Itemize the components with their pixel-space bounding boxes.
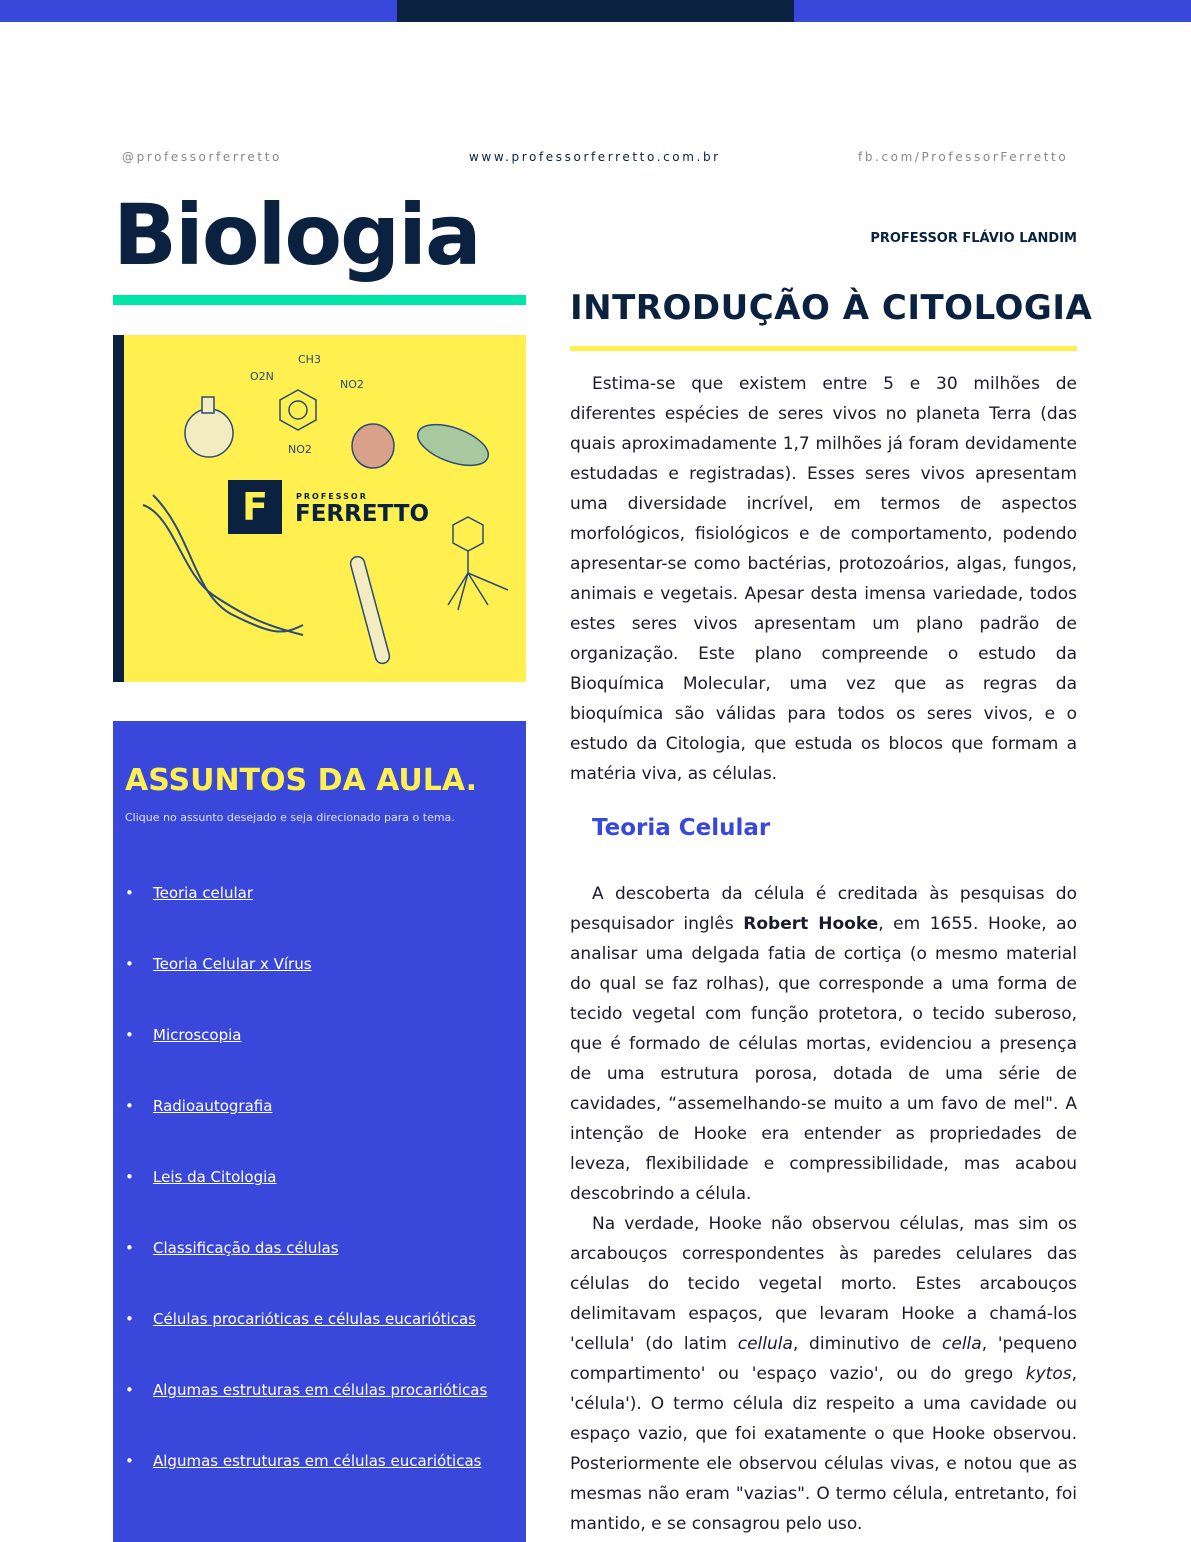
title-underline: [113, 295, 526, 305]
topics-subtitle: Clique no assunto desejado e seja direcionado para o tema.: [125, 811, 455, 824]
topic-link[interactable]: Classificação das células: [153, 1239, 339, 1257]
svg-text:NO2: NO2: [340, 378, 364, 391]
website: www.professorferretto.com.br: [469, 150, 721, 164]
logo-text: FERRETTO: [295, 501, 430, 527]
svg-text:CH3: CH3: [298, 353, 321, 366]
topic-item: • Classificação das células: [125, 1239, 339, 1257]
instagram-handle: @professorferretto: [122, 150, 282, 164]
topics-title: ASSUNTOS DA AULA.: [125, 763, 478, 798]
topic-item: • Algumas estruturas em células procarióticas: [125, 1381, 488, 1399]
cover-illustration: [113, 335, 526, 682]
topic-item: • Células procarióticas e células eucarióticas: [125, 1310, 476, 1328]
topic-item: • Teoria Celular x Vírus: [125, 955, 312, 973]
logo-mark: F: [228, 480, 282, 534]
topic-item: • Leis da Citologia: [125, 1168, 277, 1186]
chapter-heading: INTRODUÇÃO À CITOLOGIA: [570, 288, 1093, 328]
intro-text: [570, 369, 1077, 789]
top-color-bar: [0, 0, 1191, 22]
svg-text:O2N: O2N: [250, 370, 274, 383]
logo-small-text: PROFESSOR: [296, 492, 368, 501]
paragraph: Na verdade, Hooke não observou células, mas sim os arcabouços correspondentes às paredes celulares das células do tecido vegetal morto. Estes arcabouços delimitavam espaços, que levaram Hooke a chamá-los 'cellula' (do latim cellula, diminutivo de cella, 'pequeno compartimento' ou 'espaço vazio', ou do grego kytos, 'célula'). O termo célula diz respeito a uma cavidade ou espaço vazio, que foi exatamente o que Hooke observou. Posteriormente ele observou células vivas, e notou que as mesmas não eram "vazias". O termo célula, entretanto, foi mantido, e se consagrou pelo uso.: [570, 1214, 1077, 1534]
topic-item: • Teoria celular: [125, 884, 253, 902]
topic-link[interactable]: Teoria celular: [153, 884, 253, 902]
topic-item: • Radioautografia: [125, 1097, 273, 1115]
page-title: Biologia: [113, 186, 480, 284]
facebook-page: fb.com/ProfessorFerretto: [858, 150, 1069, 164]
professor-name: PROFESSOR FLÁVIO LANDIM: [870, 231, 1077, 246]
topic-link[interactable]: Microscopia: [153, 1026, 242, 1044]
paragraph: A descoberta da célula é creditada às pesquisas do pesquisador inglês Robert Hooke, em 1655. Hooke, ao analisar uma delgada fatia de cortiça (o mesmo material do qual se faz rolhas), que corresponde a uma forma de tecido vegetal com função protetora, o tecido suberoso, que é formado de células mortas, evidenciou a presença de uma estrutura porosa, dotada de uma série de cavidades, “assemelhando-se muito a um favo de mel". A intenção de Hooke era entender as propriedades de leveza, flexibilidade e compressibilidade, mas acabou descobrindo a célula.: [570, 884, 1077, 1204]
topic-link[interactable]: Algumas estruturas em células procarióticas: [153, 1381, 488, 1399]
svg-text:NO2: NO2: [288, 443, 312, 456]
topic-link[interactable]: Radioautografia: [153, 1097, 273, 1115]
topic-link[interactable]: Leis da Citologia: [153, 1168, 277, 1186]
section-heading: Teoria Celular: [592, 815, 771, 841]
intro-paragraph: Estima-se que existem entre 5 e 30 milhões de diferentes espécies de seres vivos no planeta Terra (das quais aproximadamente 1,7 milhões já foram devidamente estudadas e registradas). Esses seres vivos apresentam uma diversidade incrível, em termos de aspectos morfológicos, fisiológicos e de comportamento, podendo apresentar-se como bactérias, protozoários, algas, fungos, animais e vegetais. Apesar desta imensa variedade, todos estes seres vivos apresentam um plano padrão de organização. Este plano compreende o estudo da Bioquímica Molecular, uma vez que as regras da bioquímica são válidas para todos os seres vivos, e o estudo da Citologia, que estuda os blocos que formam a matéria viva, as células.: [570, 374, 1077, 784]
topic-item: • Microscopia: [125, 1026, 242, 1044]
topic-link[interactable]: Células procarióticas e células eucarióticas: [153, 1310, 476, 1328]
topic-link[interactable]: Algumas estruturas em células eucarióticas: [153, 1452, 482, 1470]
topic-link[interactable]: Teoria Celular x Vírus: [153, 955, 312, 973]
section-text: [570, 879, 1077, 1539]
topic-item: • Algumas estruturas em células eucarióticas: [125, 1452, 482, 1470]
topics-panel: [113, 721, 526, 1542]
heading-underline: [570, 346, 1077, 351]
